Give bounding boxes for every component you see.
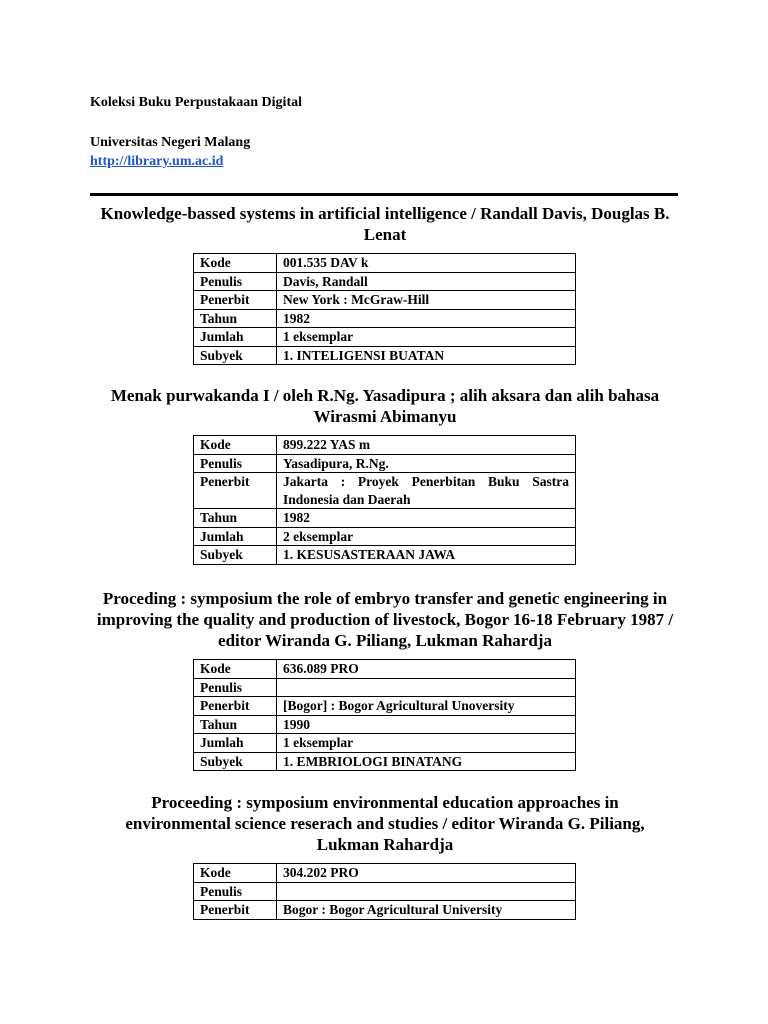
field-value: 1 eksemplar <box>277 328 576 347</box>
field-label: Kode <box>194 254 277 273</box>
field-label: Penerbit <box>194 291 277 310</box>
field-value: 1990 <box>277 715 576 734</box>
table-row <box>194 864 576 883</box>
field-label: Penulis <box>194 678 277 697</box>
field-label: Penerbit <box>194 697 277 716</box>
table-row <box>194 272 576 291</box>
table-row <box>194 901 576 920</box>
field-label: Tahun <box>194 309 277 328</box>
field-value: 1 eksemplar <box>277 734 576 753</box>
field-value: 1982 <box>277 309 576 328</box>
book-title: Knowledge-bassed systems in artificial intelligence / Randall Davis, Douglas B. Lenat <box>100 204 670 244</box>
field-label: Penerbit <box>194 901 277 920</box>
field-value: 001.535 DAV k <box>277 254 576 273</box>
table-row <box>194 546 576 565</box>
field-value: Yasadipura, R.Ng. <box>277 454 576 473</box>
field-value <box>277 678 576 697</box>
table-row <box>194 509 576 528</box>
field-value: 304.202 PRO <box>277 864 576 883</box>
field-value: 1982 <box>277 509 576 528</box>
table-row <box>194 254 576 273</box>
table-row <box>194 291 576 310</box>
field-value: Jakarta : Proyek Penerbitan Buku Sastra Indonesia dan Daerah <box>277 473 576 509</box>
field-label: Penulis <box>194 454 277 473</box>
book-metadata-table <box>193 435 576 565</box>
book-title: Proceeding : symposium environmental education approaches in environmental science reserach and studies / editor Wiranda G. Piliang, Lukman Rahardja <box>125 793 645 854</box>
field-label: Penerbit <box>194 473 277 509</box>
field-label: Kode <box>194 660 277 679</box>
field-label: Penulis <box>194 882 277 901</box>
table-row <box>194 882 576 901</box>
field-value: Davis, Randall <box>277 272 576 291</box>
table-row <box>194 473 576 509</box>
library-link[interactable]: http://library.um.ac.id <box>90 154 224 169</box>
table-row <box>194 454 576 473</box>
table-row <box>194 734 576 753</box>
book-metadata-table <box>193 253 576 365</box>
field-value: 2 eksemplar <box>277 527 576 546</box>
table-row <box>194 752 576 771</box>
field-value: 1. INTELIGENSI BUATAN <box>277 346 576 365</box>
table-row <box>194 436 576 455</box>
field-label: Jumlah <box>194 527 277 546</box>
table-row <box>194 346 576 365</box>
field-value: [Bogor] : Bogor Agricultural Unoversity <box>277 697 576 716</box>
table-row <box>194 527 576 546</box>
field-value: New York : McGraw-Hill <box>277 291 576 310</box>
table-row <box>194 660 576 679</box>
field-label: Subyek <box>194 752 277 771</box>
field-label: Penulis <box>194 272 277 291</box>
book-metadata-table <box>193 863 576 920</box>
book-title: Proceding : symposium the role of embryo transfer and genetic engineering in improving the quality and production of livestock, Bogor 16-18 February 1987 / editor Wiranda G. Piliang, Lukman Rahardja <box>96 589 674 650</box>
field-label: Tahun <box>194 715 277 734</box>
field-label: Tahun <box>194 509 277 528</box>
field-label: Kode <box>194 864 277 883</box>
book-entry <box>90 203 680 365</box>
book-entry <box>90 385 680 565</box>
table-row <box>194 715 576 734</box>
field-value: 636.089 PRO <box>277 660 576 679</box>
collection-title: Koleksi Buku Perpustakaan Digital <box>90 95 302 110</box>
field-label: Jumlah <box>194 734 277 753</box>
field-label: Kode <box>194 436 277 455</box>
book-entry <box>90 792 680 920</box>
book-entry <box>90 588 680 771</box>
book-title: Menak purwakanda I / oleh R.Ng. Yasadipura ; alih aksara dan alih bahasa Wirasmi Abimanyu <box>110 386 660 426</box>
table-row <box>194 678 576 697</box>
field-value <box>277 882 576 901</box>
university-name: Universitas Negeri Malang <box>90 135 251 150</box>
field-label: Subyek <box>194 346 277 365</box>
field-label: Subyek <box>194 546 277 565</box>
field-value: 899.222 YAS m <box>277 436 576 455</box>
field-value: 1. KESUSASTERAAN JAWA <box>277 546 576 565</box>
table-row <box>194 309 576 328</box>
field-value: Bogor : Bogor Agricultural University <box>277 901 576 920</box>
document-header <box>90 93 302 171</box>
table-row <box>194 328 576 347</box>
table-row <box>194 697 576 716</box>
header-divider <box>90 193 678 196</box>
field-value: 1. EMBRIOLOGI BINATANG <box>277 752 576 771</box>
book-metadata-table <box>193 659 576 771</box>
field-label: Jumlah <box>194 328 277 347</box>
